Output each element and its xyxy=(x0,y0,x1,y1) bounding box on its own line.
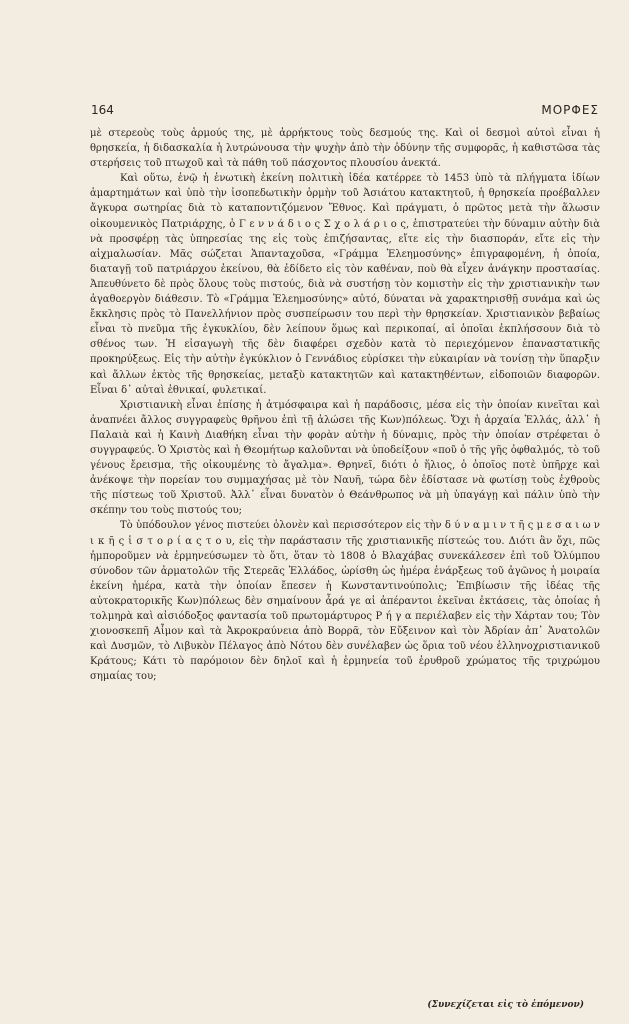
paragraph: Τὸ ὑπόδουλον γένος πιστεύει ὁλονὲν καὶ περισσότερον εἰς τὴν δ ύ ν α μ ι ν τ ῆ ς μ ε σ α ι ω ν ι κ ῆ ς ἱ σ τ ο ρ ί α ς τ ο υ, εἰς τὴν παράστασιν τῆς χριστιανικῆς πίστεώς του. Διότι ἂν ὄχι, πῶς ἠμποροῦμεν νὰ ἑρμηνεύσωμεν τὸ ὅτι, ὅταν τὸ 1808 ὁ Βλαχάβας συνεκάλεσεν ἐπὶ τοῦ Ὀλύμπου σύνοδον τῶν ἁρματολῶν τῆς Στερεᾶς Ἑλλάδος, ὡρίσθη ὡς ἡμέρα ἐνάρξεως τοῦ ἀγῶνος ἡ μοιραία ἐκείνη ἡμέρα, κατὰ τὴν ὁποίαν ἔπεσεν ἡ Κωνσταντινούπολις; Ἐπιβίωσιν τῆς ἰδέας τῆς αὐτοκρατορικῆς Κων)πόλεως δὲν σημαίνουν ἆρά γε αἱ ἀπέραντοι ἐκεῖναι ἐκτάσεις, τὰς ὁποίας ἡ τολμηρὰ καὶ αἰσιόδοξος φαντασία τοῦ πρωτομάρτυρος Ρ ή γ α περιέλαβεν εἰς τὴν Χάρταν του; Τὸν χιονοσκεπῆ Αἷμον καὶ τὰ Ἀκροκραύνεια ἀπὸ Βορρᾶ, τὸν Εὔξεινον καὶ τὸν Ἀδρίαν ἀπ᾽ Ἀνατολῶν καὶ Δυσμῶν, τὸ Λιβυκὸν Πέλαγος ἀπὸ Νότου δὲν συνέλαβεν ὡς ὅρια τοῦ νέου ἑλληνοχριστιανικοῦ Κράτους; Κάτι τὸ παρόμοιον δὲν δηλοῖ καὶ ἡ ἑρμηνεία τοῦ ἐρυθροῦ χρώματος τῆς τριχρώμου σημαίας του; xyxy=(90,520,600,683)
paragraph: μὲ στερεοὺς τοὺς ἁρμούς της, μὲ ἀρρήκτους τοὺς δεσμούς της. Καὶ οἱ δεσμοὶ αὐτοὶ εἶναι ἡ θρησκεία, ἡ διδασκαλία ἡ λυτρώνουσα τὴν ψυχὴν ἀπὸ τὴν ὀδύνην τῆς συμφορᾶς, ἡ καθιστῶσα τὰς στερήσεις τοῦ πτωχοῦ καὶ τὰ πάθη τοῦ πάσχοντος πλουσίου ἀνεκτά. xyxy=(90,128,600,170)
body-text xyxy=(90,126,600,684)
running-title: ΜΟΡΦΕΣ xyxy=(541,103,599,117)
continued-note: (Συνεχίζεται εἰς τὸ ἑπόμενον) xyxy=(427,1000,584,1010)
paragraph: Καὶ οὕτω, ἐνῷ ἡ ἑνωτικὴ ἐκείνη πολιτικὴ ἰδέα κατέρρεε τὸ 1453 ὑπὸ τὰ πλήγματα ἰδίων ἁμαρτημάτων καὶ ὑπὸ τὴν ἰσοπεδωτικὴν ὁρμὴν τοῦ Ἀσιάτου κατακτητοῦ, ἡ θρησκεία προέβαλλεν ἄγκυρα σωτηρίας διὰ τὸ καταποντιζόμενον Ἔθνος. Καὶ πράγματι, ὁ πρῶτος μετὰ τὴν ἅλωσιν οἰκουμενικὸς Πατριάρχης, ὁ Γ ε ν ν ά δ ι ο ς Σ χ ο λ ά ρ ι ο ς, ἐπιστρατεύει τὴν δύναμιν αὐτὴν διὰ νὰ προσφέρῃ τὰς ὑπηρεσίας της εἰς τοὺς ἐπιζήσαντας, εἴτε εἰς τὴν διασποράν, εἴτε εἰς τὴν αἰχμαλωσίαν. Μᾶς σώζεται Ἁπανταχοῦσα, «Γράμμα Ἐλεημοσύνης» ἐπιγραφομένη, ἡ ὁποία, διαταγῇ τοῦ πατριάρχου ἐκείνου, θὰ ἐδίδετο εἰς τὸν καθέναν, ποὺ θὰ εἶχεν ἀνάγκην προστασίας. Ἀπευθύνετο δὲ πρὸς ὅλους τοὺς πιστούς, διὰ νὰ συστήσῃ τὸν κομιστὴν εἰς τὴν χριστιανικὴν των ἀγαθοεργὸν διάθεσιν. Τὸ «Γράμμα Ἐλεημοσύνης» αὐτό, δύναται νὰ χαρακτηρισθῇ συνάμα καὶ ὡς ἔκκλησις πρὸς τὸ Πανελλήνιον πρὸς συσπείρωσιν του περὶ τὴν θρησκείαν. Χριστιανικὸν βεβαίως εἶναι τὸ πνεῦμα τῆς ἐγκυκλίου, δὲν λείπουν ὅμως καὶ περικοπαί, αἱ ὁποῖαι ἐκπλήσσουν διὰ τὸ σθένος των. Ἡ εἰσαγωγὴ τῆς δὲν διαφέρει σχεδὸν κατὰ τὸ περιεχόμενον ἐπαναστατικῆς προκηρύξεως. Εἰς τὴν αὐτὴν ἐγκύκλιον ὁ Γεννάδιος εὑρίσκει τὴν εὐκαιρίαν νὰ τονίσῃ τὴν ὕπαρξιν καὶ ἄλλων ἐκτὸς τῆς θρησκείας, μεταξὺ κατακτητῶν καὶ κατακτηθέντων, εἰδοποιῶν διαφορῶν. Εἶναι δ᾽ αὐταὶ ἐθνικαί, φυλετικαί. xyxy=(90,173,600,396)
paragraph: Χριστιανικὴ εἶναι ἐπίσης ἡ ἀτμόσφαιρα καὶ ἡ παράδοσις, μέσα εἰς τὴν ὁποίαν κινεῖται καὶ ἀναπνέει ἄλλος συγγραφεὺς θρῆνου ἐπὶ τῇ ἁλώσει τῆς Κων)πόλεως. Ὄχι ἡ ἀρχαία Ἑλλάς, ἀλλ᾽ ἡ Παλαιὰ καὶ ἡ Καινὴ Διαθήκη εἶναι τὴν φορὰν αὐτὴν ἡ δύναμις, πρὸς τὴν ὁποίαν στρέφεται ὁ συγγραφεύς. Ὁ Χριστὸς καὶ ἡ Θεομήτωρ καλοῦνται νὰ ὑποδείξουν «ποῦ ὁ τῆς γῆς ὀφθαλμός, τὸ τοῦ γένους ἔρεισμα, τῆς οἰκουμένης τὸ ἄγαλμα». Θρηνεῖ, διότι ὁ ἥλιος, ὁ ὁποῖος ποτὲ ὑπῆρχε καὶ ἀνέκοψε τὴν πορείαν του συμμαχήσας μὲ τὸν Ναυῆ, τώρα δὲν ἐδίστασε νὰ φωτίσῃ τοὺς ἐχθροὺς τῆς πίστεως τοῦ Χριστοῦ. Ἀλλ᾽ εἶναι δυνατὸν ὁ Θεάνθρωπος νὰ μὴ ὑπαγάγῃ καὶ πάλιν ὑπὸ τὴν σκέπην του τοὺς πιστούς του; xyxy=(90,399,600,517)
page-header xyxy=(91,103,599,117)
page-number: 164 xyxy=(91,103,114,117)
